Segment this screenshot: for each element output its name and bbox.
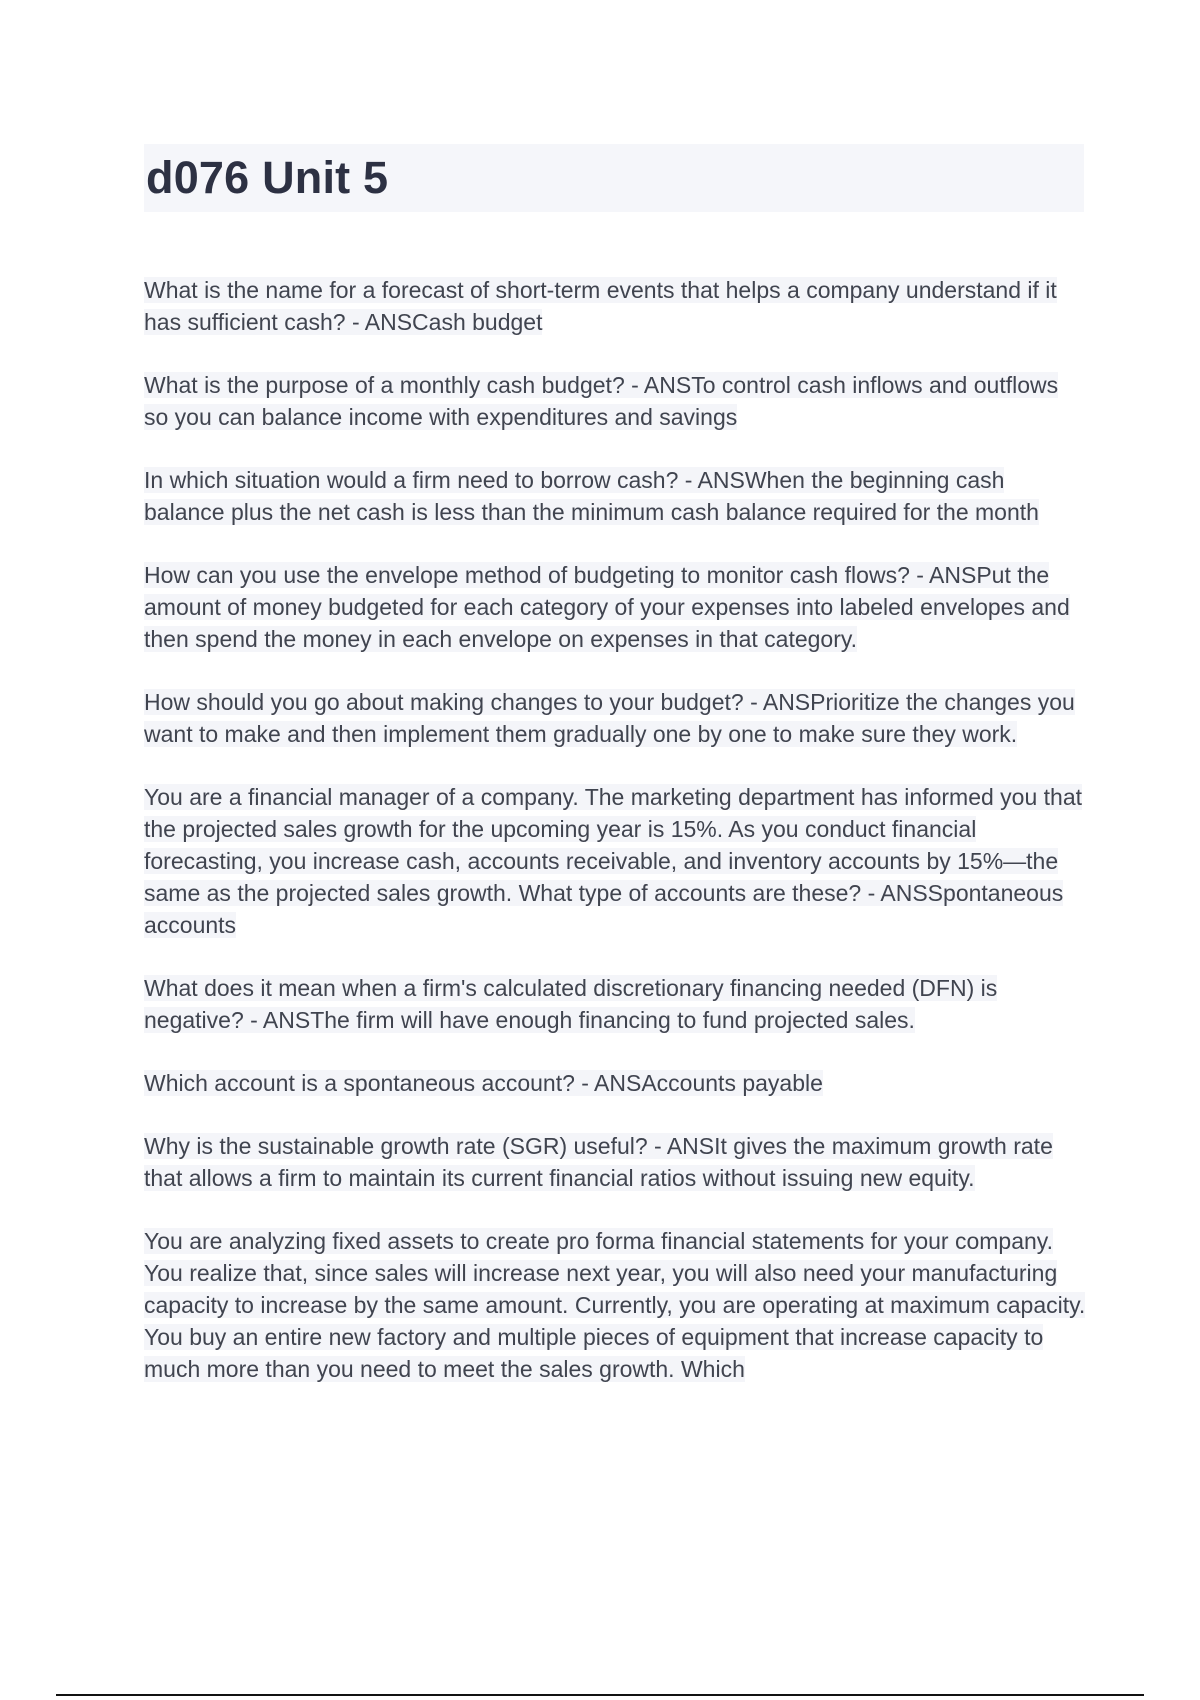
qa-item-text: How should you go about making changes to your budget? - ANSPrioritize the changes you want to make and then implement them gradually one by one to make sure they work. [144,689,1075,747]
qa-item [144,972,1088,1036]
qa-item-text: Why is the sustainable growth rate (SGR) useful? - ANSIt gives the maximum growth rate that allows a firm to maintain its current financial ratios without issuing new equity. [144,1133,1053,1191]
qa-list [144,274,1088,1416]
qa-item [144,1067,1088,1099]
qa-item [144,464,1088,528]
qa-item [144,369,1088,433]
qa-item [144,1225,1088,1385]
qa-item [144,1130,1088,1194]
qa-item-text: In which situation would a firm need to borrow cash? - ANSWhen the beginning cash balance plus the net cash is less than the minimum cash balance required for the month [144,467,1039,525]
qa-item [144,559,1088,655]
qa-item-text: What is the name for a forecast of short-term events that helps a company understand if it has sufficient cash? - ANSCash budget [144,277,1057,335]
qa-item-text: What is the purpose of a monthly cash budget? - ANSTo control cash inflows and outflows so you can balance income with expenditures and savings [144,372,1059,430]
qa-item [144,686,1088,750]
qa-item-text: What does it mean when a firm's calculated discretionary financing needed (DFN) is negative? - ANSThe firm will have enough financing to fund projected sales. [144,975,998,1033]
page-title: d076 Unit 5 [146,152,389,203]
qa-item-text: You are analyzing fixed assets to create pro forma financial statements for your company. You realize that, since sales will increase next year, you will also need your manufacturing capacity to increase by the same amount. Currently, you are operating at maximum capacity. You buy an entire new factory and multiple pieces of equipment that increase capacity to much more than you need to meet the sales growth. Which [144,1228,1086,1382]
qa-item-text: Which account is a spontaneous account? - ANSAccounts payable [144,1070,823,1096]
qa-item-text: How can you use the envelope method of budgeting to monitor cash flows? - ANSPut the amount of money budgeted for each category of your expenses into labeled envelopes and then spend the money in each envelope on expenses in that category. [144,562,1070,652]
footer-divider [56,1694,1144,1696]
title-block [144,144,1084,212]
qa-item [144,781,1088,941]
qa-item [144,274,1088,338]
qa-item-text: You are a financial manager of a company. The marketing department has informed you that the projected sales growth for the upcoming year is 15%. As you conduct financial forecasting, you increase cash, accounts receivable, and inventory accounts by 15%—the same as the projected sales growth. What type of accounts are these? - ANSSpontaneous accounts [144,784,1083,938]
